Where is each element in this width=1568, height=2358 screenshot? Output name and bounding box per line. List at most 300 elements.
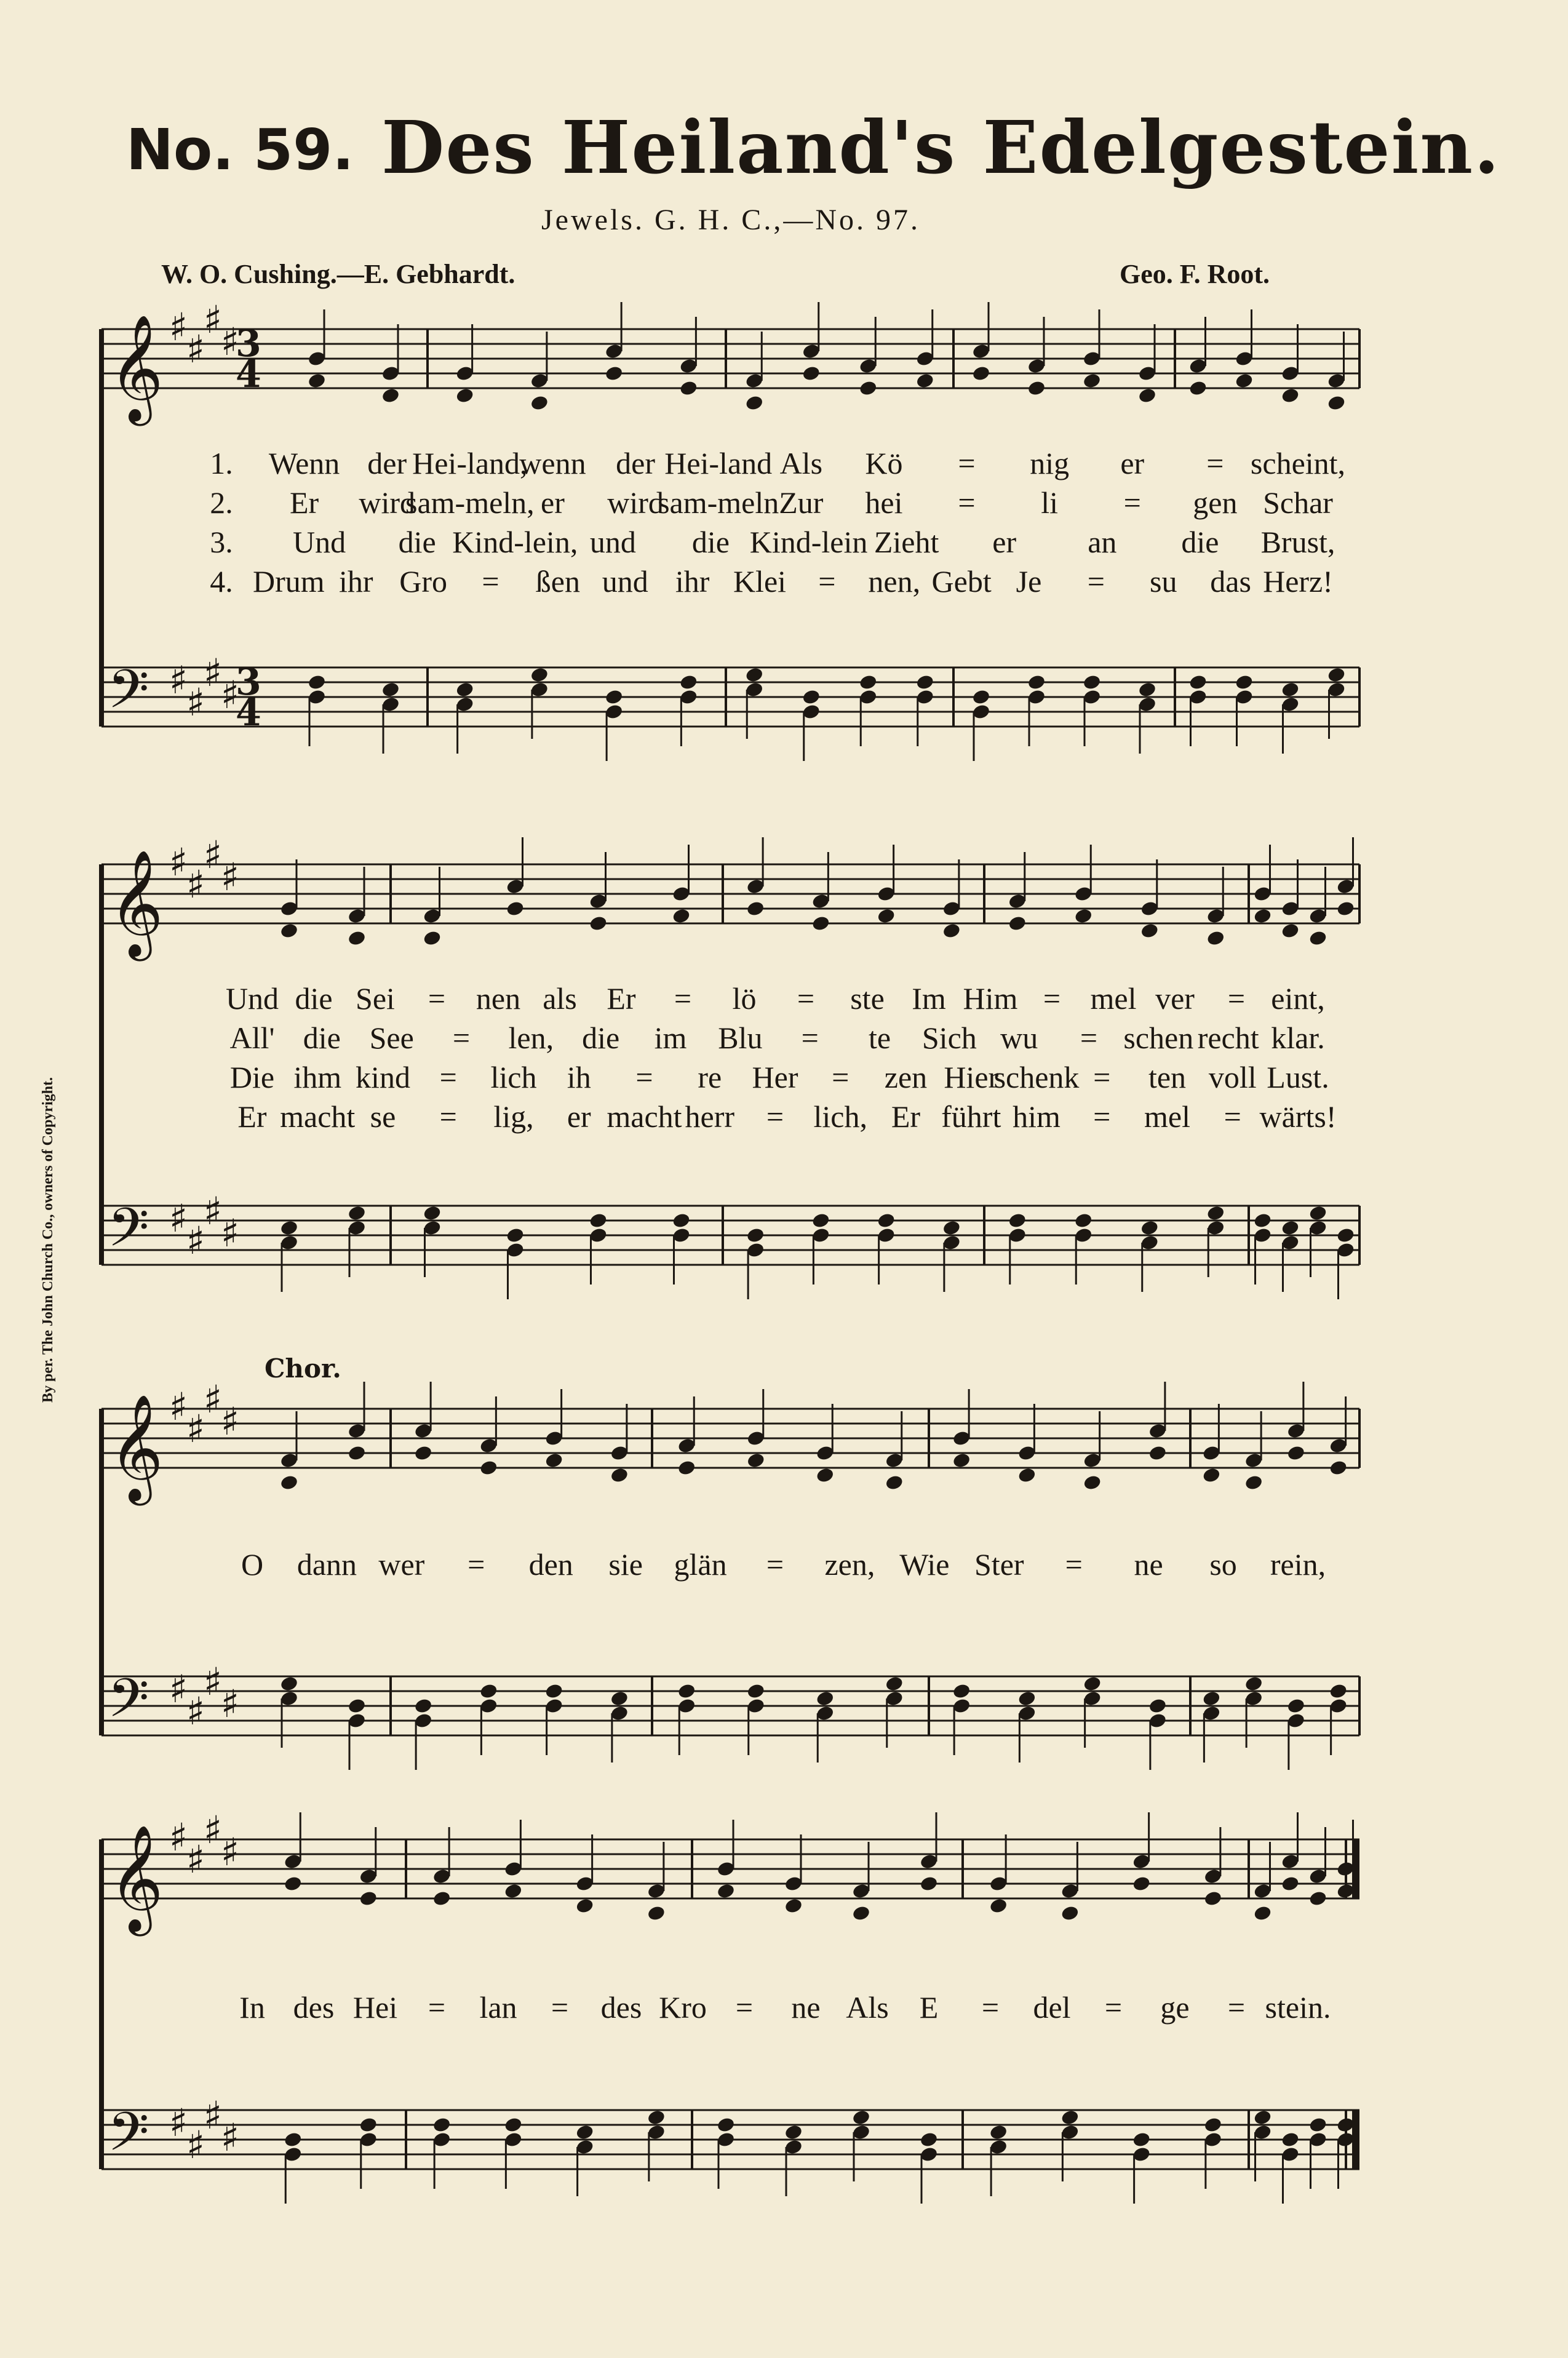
notehead (1027, 380, 1046, 397)
notehead (359, 2116, 378, 2133)
notehead (885, 1474, 904, 1491)
lyric-syllable: See (369, 1021, 414, 1055)
sharp-icon: ♯ (221, 672, 240, 717)
notehead (1148, 1444, 1167, 1462)
lyric-syllable: mel (1144, 1099, 1190, 1134)
lyric-syllable: = (1087, 564, 1105, 599)
lyric-syllable: Gebt (931, 564, 992, 599)
lyric-syllable: ihm (293, 1060, 342, 1094)
notehead (610, 1467, 629, 1484)
notehead (1188, 674, 1208, 691)
lyric-syllable: Und (293, 525, 346, 559)
notehead (745, 394, 764, 412)
lyric-syllable: den (528, 1547, 573, 1582)
notehead (432, 2116, 451, 2133)
lyric-syllable: = (439, 1060, 457, 1094)
lyric-syllable: All' (229, 1021, 275, 1055)
notehead (647, 2109, 666, 2126)
notehead (1286, 1697, 1305, 1715)
lyric-syllable: Hei-land, (412, 446, 528, 480)
notehead (915, 372, 934, 389)
lyric-syllable: ne (1134, 1547, 1163, 1582)
lyric-syllable: Er (891, 1099, 921, 1134)
notehead (423, 930, 442, 947)
sharp-icon: ♯ (169, 2100, 188, 2145)
lyric-syllable: = (1043, 981, 1061, 1016)
notehead (1027, 674, 1046, 691)
sharp-icon: ♯ (204, 650, 223, 695)
lyric-syllable: su (1150, 564, 1177, 599)
lyric-syllable: er (541, 485, 565, 520)
notehead (423, 1205, 442, 1222)
lyric-syllable: nen (476, 981, 521, 1016)
lyric-syllable: O (241, 1547, 264, 1582)
notehead (1281, 1875, 1300, 1892)
treble-clef-icon: 𝄞 (109, 850, 164, 957)
lyric-syllable: Wie (899, 1547, 950, 1582)
hymn-authors: W. O. Cushing.—E. Gebhardt. (161, 259, 515, 289)
sharp-icon: ♯ (186, 327, 205, 372)
sharp-icon: ♯ (221, 1830, 240, 1874)
sharp-icon: ♯ (221, 854, 240, 899)
notehead (307, 674, 326, 691)
notehead (1281, 1219, 1300, 1237)
lyric-syllable: glän (674, 1547, 727, 1582)
lyric-syllable: Zur (779, 485, 824, 520)
notehead (784, 1897, 803, 1914)
lyric-syllable: = (635, 1060, 653, 1094)
notehead (1329, 1459, 1348, 1476)
notehead (1017, 1690, 1037, 1707)
notehead (1253, 907, 1272, 925)
notehead (604, 688, 623, 706)
lyric-syllable: = (958, 485, 976, 520)
lyric-syllable: lö (732, 981, 757, 1016)
lyric-syllable: Blu (718, 1021, 763, 1055)
lyric-syllable: = (818, 564, 836, 599)
lyric-syllable: mel (1090, 981, 1137, 1016)
notehead (1008, 1212, 1027, 1229)
lyric-syllable: = (452, 1021, 471, 1055)
time-signature-top: 3 (236, 322, 261, 365)
lyric-syllable: die (691, 525, 730, 559)
notehead (679, 380, 698, 397)
sharp-icon: ♯ (169, 840, 188, 885)
lyric-syllable: = (428, 1990, 446, 2025)
notehead (877, 907, 896, 925)
notehead (1082, 674, 1101, 691)
notehead (610, 1690, 629, 1707)
sharp-icon: ♯ (169, 658, 188, 703)
system-2 (101, 832, 1359, 1299)
lyric-syllable: lan (479, 1990, 517, 2025)
notehead (745, 666, 764, 683)
lyric-syllable: ne (791, 1990, 821, 2025)
notehead (432, 1890, 451, 1907)
notehead (1082, 372, 1101, 389)
notehead (284, 1875, 303, 1892)
lyric-syllable: Drum (253, 564, 325, 599)
sharp-icon: ♯ (169, 1815, 188, 1860)
chorus-label: Chor. (265, 1353, 341, 1384)
lyric-syllable: schenk (993, 1060, 1080, 1094)
lyric-syllable: recht (1197, 1021, 1259, 1055)
lyric-syllable: das (1210, 564, 1251, 599)
lyric-syllable: rein, (1270, 1547, 1326, 1582)
lyric-syllable: = (766, 1547, 784, 1582)
lyric-syllable: Er (290, 485, 319, 520)
lyric-syllable: Und (225, 981, 279, 1016)
sharp-icon: ♯ (221, 319, 240, 364)
notehead (455, 681, 474, 698)
notehead (942, 922, 961, 939)
sharp-icon: ♯ (221, 1211, 240, 1256)
lyric-syllable: = (1093, 1060, 1111, 1094)
lyric-syllable: wer (378, 1547, 425, 1582)
notehead (1281, 681, 1300, 698)
lyric-syllable: wird (607, 485, 664, 520)
lyric-syllable: Sich (921, 1021, 977, 1055)
lyric-syllable: se (370, 1099, 396, 1134)
lyric-syllable: re (698, 1060, 722, 1094)
notehead (851, 1905, 870, 1922)
sharp-icon: ♯ (169, 1384, 188, 1429)
lyric-syllable: 1. (210, 446, 233, 480)
notehead (1074, 907, 1093, 925)
sharp-icon: ♯ (204, 1189, 223, 1233)
notehead (359, 1890, 378, 1907)
lyric-syllable: = (482, 564, 499, 599)
lyric-syllable: 2. (210, 485, 233, 520)
notehead (816, 1690, 835, 1707)
notehead (479, 1683, 498, 1700)
lyric-syllable: des (600, 1990, 642, 2025)
notehead (784, 2124, 803, 2141)
lyric-syllable: eint, (1271, 981, 1325, 1016)
lyric-syllable: sam-meln (658, 485, 779, 520)
lyric-syllable: macht (280, 1099, 356, 1134)
lyric-syllable: Him (963, 981, 1018, 1016)
lyric-syllable: Je (1016, 564, 1042, 599)
notehead (746, 1683, 765, 1700)
notehead (347, 930, 366, 947)
lyric-syllable: = (428, 981, 446, 1016)
notehead (989, 2124, 1008, 2141)
lyric-syllable: 4. (210, 564, 233, 599)
notehead (279, 1219, 298, 1237)
lyric-syllable: = (1123, 485, 1141, 520)
lyric-syllable: nig (1030, 446, 1070, 480)
lyric-syllable: als (543, 981, 577, 1016)
lyric-syllable: Klei (733, 564, 787, 599)
notehead (885, 1675, 904, 1692)
notehead (1140, 1219, 1159, 1237)
sharp-icon: ♯ (204, 1659, 223, 1704)
lyric-syllable: sie (608, 1547, 643, 1582)
lyric-syllable: = (1224, 1099, 1241, 1134)
notehead (746, 900, 765, 917)
lyric-syllable: = (1080, 1021, 1098, 1055)
lyric-syllable: dann (296, 1547, 357, 1582)
lyric-syllable: ih (567, 1060, 591, 1094)
notehead (877, 1212, 896, 1229)
notehead (1188, 380, 1208, 397)
notehead (647, 1905, 666, 1922)
lyric-syllable: die (303, 1021, 341, 1055)
lyric-syllable: des (293, 1990, 335, 2025)
lyric-syllable: er (992, 525, 1017, 559)
lyric-syllable: ßen (535, 564, 580, 599)
notehead (1008, 915, 1027, 932)
lyric-syllable: ten (1148, 1060, 1187, 1094)
lyric-syllable: und (589, 525, 636, 559)
notehead (575, 2124, 594, 2141)
treble-clef-icon: 𝄞 (109, 314, 164, 421)
notehead (544, 1683, 563, 1700)
notehead (506, 900, 525, 917)
lyric-syllable: = (1227, 981, 1246, 1016)
notehead (1202, 1690, 1221, 1707)
notehead (1253, 1212, 1272, 1229)
lyric-syllable: lich, (813, 1099, 867, 1134)
lyric-syllable: lig, (493, 1099, 534, 1134)
lyric-syllable: und (602, 564, 648, 599)
system-3 (101, 1377, 1359, 1770)
notehead (347, 1697, 366, 1715)
notehead (1308, 2116, 1327, 2133)
lyric-syllable: Hei (352, 1990, 398, 2025)
lyric-syllable: er (567, 1099, 591, 1134)
lyric-syllable: zen (884, 1060, 928, 1094)
notehead (1206, 930, 1225, 947)
notehead (811, 915, 830, 932)
notehead (1074, 1212, 1093, 1229)
notehead (952, 1683, 971, 1700)
notehead (859, 674, 878, 691)
lyric-syllable: Zieht (874, 525, 939, 559)
notehead (1148, 1697, 1167, 1715)
notehead (1244, 1474, 1263, 1491)
notehead (1281, 2131, 1300, 2148)
lyric-syllable: Die (229, 1060, 275, 1094)
notehead (1083, 1474, 1102, 1491)
lyric-syllable: er (1120, 446, 1145, 480)
notehead (1327, 666, 1346, 683)
notehead (1061, 1905, 1080, 1922)
lyric-syllable: Kind-lein, (452, 525, 578, 559)
notehead (811, 1212, 830, 1229)
time-signature-bottom: 4 (236, 691, 261, 735)
lyric-syllable: Er (237, 1099, 267, 1134)
lyric-syllable: = (1206, 446, 1224, 480)
lyric-syllable: = (832, 1060, 850, 1094)
lyric-syllable: im (654, 1021, 687, 1055)
lyric-syllable: herr (685, 1099, 734, 1134)
notehead (1281, 922, 1300, 939)
lyric-syllable: Ster (974, 1547, 1024, 1582)
notehead (1336, 900, 1355, 917)
sharp-icon: ♯ (186, 680, 205, 725)
notehead (1308, 1205, 1327, 1222)
lyric-syllable: klar. (1271, 1021, 1325, 1055)
lyric-syllable: Herz! (1263, 564, 1333, 599)
notehead (859, 380, 878, 397)
lyric-syllable: Sei (356, 981, 395, 1016)
lyric-syllable: te (868, 1021, 891, 1055)
notehead (544, 1452, 563, 1469)
notehead (575, 1897, 594, 1914)
notehead (672, 907, 691, 925)
notehead (347, 1444, 366, 1462)
notehead (851, 2109, 870, 2126)
lyric-syllable: ver (1155, 981, 1195, 1016)
notehead (413, 1444, 432, 1462)
lyric-syllable: him (1013, 1099, 1061, 1134)
bass-clef-icon: 𝄢 (108, 1197, 149, 1272)
lyric-syllable: = (551, 1990, 569, 2025)
notehead (1244, 1675, 1263, 1692)
lyric-syllable: macht (607, 1099, 682, 1134)
notehead (1235, 372, 1254, 389)
lyric-syllable: = (1104, 1990, 1123, 2025)
lyric-syllable: der (616, 446, 655, 480)
notehead (677, 1459, 696, 1476)
lyric-syllable: lich (490, 1060, 537, 1094)
lyric-syllable: Als (846, 1990, 889, 2025)
notehead (679, 674, 698, 691)
lyric-syllable: = (468, 1547, 485, 1582)
lyric-syllable: Hier (944, 1060, 999, 1094)
sharp-icon: ♯ (186, 862, 205, 907)
lyric-syllable: Als (779, 446, 823, 480)
lyric-syllable: Schar (1263, 485, 1333, 520)
lyric-syllable: li (1041, 485, 1059, 520)
lyric-syllable: die (398, 525, 436, 559)
lyric-syllable: = (1093, 1099, 1111, 1134)
notehead (919, 2131, 938, 2148)
lyric-syllable: an (1088, 525, 1117, 559)
lyric-syllable: = (1065, 1547, 1083, 1582)
lyric-syllable: = (801, 1021, 819, 1055)
notehead (455, 387, 474, 404)
lyric-syllable: der (367, 446, 407, 480)
notehead (381, 681, 400, 698)
lyric-syllable: Kind-lein (749, 525, 868, 559)
lyric-syllable: = (674, 981, 692, 1016)
sharp-icon: ♯ (169, 305, 188, 349)
lyric-syllable: Brust, (1260, 525, 1335, 559)
sharp-icon: ♯ (204, 2093, 223, 2138)
lyric-syllable: 3. (210, 525, 233, 559)
sharp-icon: ♯ (169, 1196, 188, 1241)
sharp-icon: ♯ (204, 1377, 223, 1422)
sharp-icon: ♯ (186, 1689, 205, 1734)
lyric-syllable: ste (850, 981, 885, 1016)
treble-clef-icon: 𝄞 (109, 1825, 164, 1932)
notehead (589, 915, 608, 932)
notehead (1286, 1444, 1305, 1462)
notehead (1281, 387, 1300, 404)
lyric-syllable: die (1181, 525, 1219, 559)
hymn-title: Des Heiland's Edelgestein. (381, 105, 1501, 190)
sharp-icon: ♯ (186, 1406, 205, 1451)
notehead (716, 1882, 735, 1900)
notehead (1206, 1205, 1225, 1222)
notehead (802, 688, 821, 706)
notehead (952, 1452, 971, 1469)
notehead (989, 1897, 1008, 1914)
lyric-syllable: so (1209, 1547, 1237, 1582)
notehead (347, 1205, 366, 1222)
lyric-syllable: wird (359, 485, 416, 520)
system-1 (101, 297, 1359, 761)
time-signature-top: 3 (236, 661, 261, 704)
sharp-icon: ♯ (204, 832, 223, 877)
notehead (672, 1212, 691, 1229)
notehead (1132, 2131, 1151, 2148)
notehead (506, 1227, 525, 1244)
sharp-icon: ♯ (169, 1667, 188, 1711)
lyric-syllable: stein. (1265, 1990, 1331, 2025)
lyric-syllable: Er (607, 981, 636, 1016)
notehead (1132, 1875, 1151, 1892)
lyric-syllable: len, (508, 1021, 554, 1055)
treble-clef-icon: 𝄞 (109, 1394, 164, 1501)
notehead (279, 1474, 298, 1491)
notehead (1203, 1890, 1222, 1907)
hymn-composer: Geo. F. Root. (1120, 259, 1270, 289)
lyric-syllable: gen (1193, 485, 1238, 520)
notehead (604, 365, 623, 382)
notehead (504, 2116, 523, 2133)
notehead (589, 1212, 608, 1229)
lyric-syllable: wärts! (1259, 1099, 1337, 1134)
copyright-note: By per. The John Church Co., owners of Copyright. (40, 1077, 56, 1403)
sharp-icon: ♯ (204, 1807, 223, 1852)
lyric-syllable: sam-meln, (405, 485, 535, 520)
lyric-syllable: voll (1208, 1060, 1257, 1094)
system-4 (101, 1807, 1359, 2204)
notehead (1329, 1683, 1348, 1700)
notehead (746, 1227, 765, 1244)
notehead (284, 2131, 303, 2148)
notehead (919, 1875, 938, 1892)
notehead (1137, 387, 1156, 404)
notehead (802, 365, 821, 382)
lyric-syllable: Gro (399, 564, 448, 599)
lyric-syllable: ihr (675, 564, 710, 599)
lyric-syllable: ihr (338, 564, 373, 599)
time-signature-bottom: 4 (236, 353, 261, 396)
bass-clef-icon: 𝄢 (108, 1667, 149, 1742)
notehead (816, 1467, 835, 1484)
lyric-syllable: Wenn (268, 446, 340, 480)
notehead (1327, 394, 1346, 412)
notehead (1308, 930, 1327, 947)
lyric-syllable: ge (1160, 1990, 1190, 2025)
lyric-syllable: führt (941, 1099, 1001, 1134)
lyric-syllable: = (797, 981, 815, 1016)
bass-clef-icon: 𝄢 (108, 2101, 149, 2176)
lyric-syllable: E (919, 1990, 939, 2025)
notehead (1253, 1905, 1272, 1922)
lyric-syllable: zen, (824, 1547, 875, 1582)
lyric-syllable: wu (1000, 1021, 1038, 1055)
lyric-syllable: wenn (519, 446, 586, 480)
notehead (279, 1675, 298, 1692)
notehead (1061, 2109, 1080, 2126)
notehead (1308, 1890, 1327, 1907)
